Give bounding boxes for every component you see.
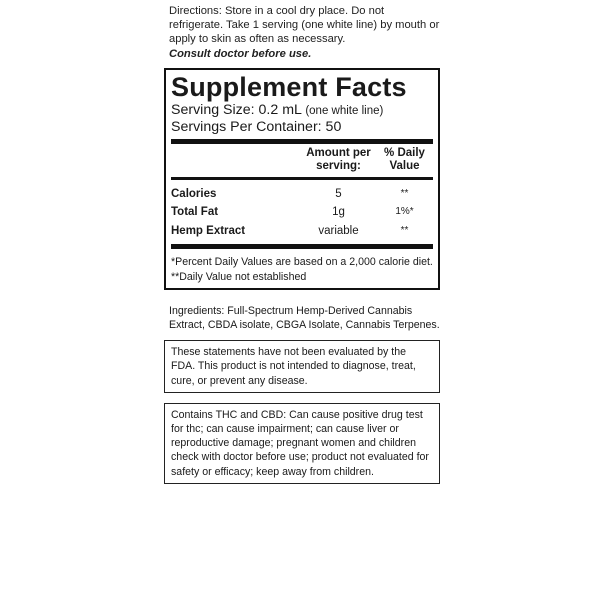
nutrient-dv: ** [400, 187, 409, 199]
nutrient-amount: variable [318, 224, 359, 237]
header-daily-value: % Daily Value [384, 146, 425, 172]
directions-body: Directions: Store in a cool dry place. Do not refrigerate. Take 1 serving (one white line) by mouth or apply to skin as often as necessary. [169, 5, 440, 46]
thc-warning-text: Contains THC and CBD: Can cause positive drug test for thc; can cause impairment; can cause liver or reproductive damage; pregnant women and children check with doctor before use; product not evaluated for safety or efficacy; keep away from children. [171, 408, 429, 478]
header-nutrient [171, 144, 301, 177]
serving-size-note: (one white line) [305, 104, 384, 117]
ingredients-text: Ingredients: Full-Spectrum Hemp-Derived Cannabis Extract, CBDA isolate, CBGA Isolate, Cannabis Terpenes. [169, 304, 440, 331]
consult-doctor-warning: Consult doctor before use. [169, 47, 312, 60]
serving-size [171, 102, 433, 119]
supplement-facts-title: Supplement Facts [171, 71, 407, 102]
thc-warning-box [164, 403, 440, 484]
daily-value-footnote: *Percent Daily Values are based on a 2,000 calorie diet. **Daily Value not established [171, 256, 433, 283]
directions-text [169, 4, 440, 61]
product-label [164, 4, 440, 484]
nutrient-dv: 1%* [395, 206, 414, 218]
table-header-row [171, 144, 433, 177]
nutrient-name: Hemp Extract [171, 224, 246, 237]
nutrient-name: Total Fat [171, 206, 219, 219]
nutrition-table [171, 144, 433, 250]
table-row [171, 185, 433, 204]
fda-disclaimer-text: These statements have not been evaluated by the FDA. This product is not intended to diagnose, treat, cure, or prevent any disease. [171, 346, 416, 387]
nutrient-name: Calories [171, 187, 217, 200]
nutrient-amount: 5 [335, 187, 342, 200]
servings-per-container: Servings Per Container: 50 [171, 118, 342, 135]
header-amount: Amount per serving: [306, 146, 371, 172]
nutrient-dv: ** [400, 224, 409, 236]
table-row [171, 222, 433, 241]
fda-disclaimer-box [164, 340, 440, 393]
serving-size-value: Serving Size: 0.2 mL [171, 101, 302, 118]
table-row [171, 203, 433, 222]
nutrient-amount: 1g [332, 206, 345, 219]
supplement-facts-panel [164, 68, 440, 290]
